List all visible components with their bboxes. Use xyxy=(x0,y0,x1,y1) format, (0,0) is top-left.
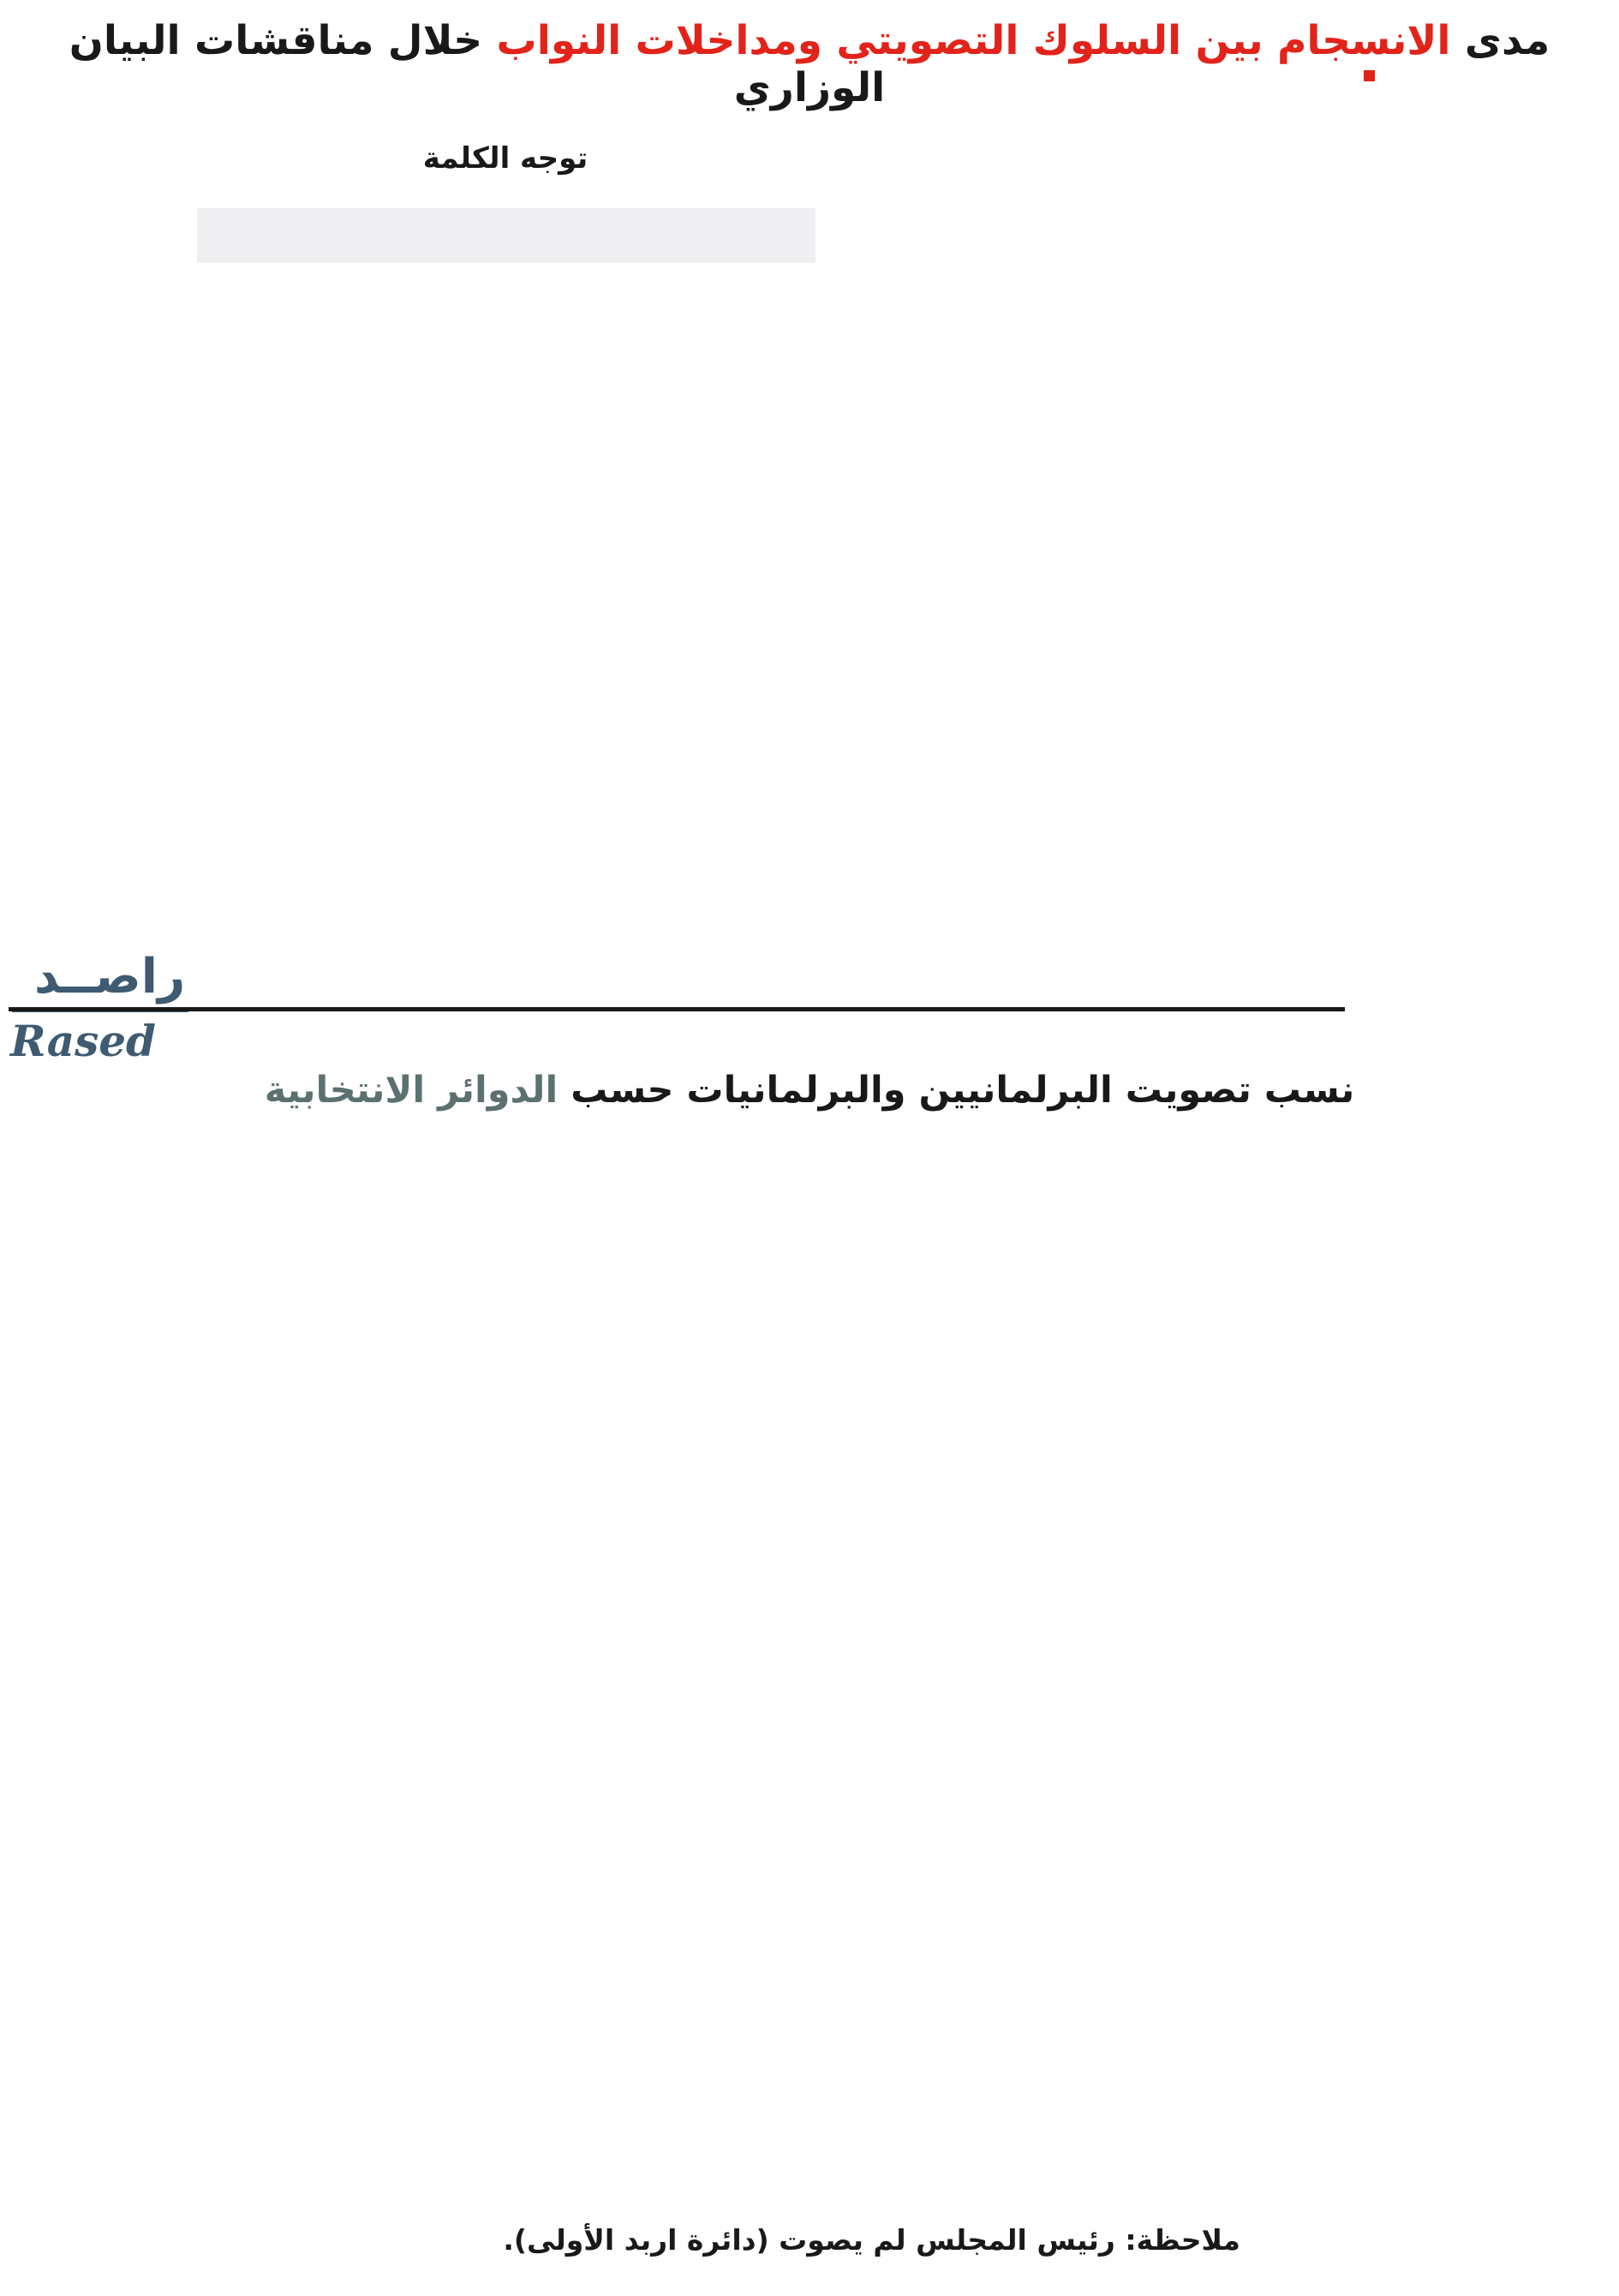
section-title xyxy=(0,1069,1619,1112)
footnote: ملاحظة: رئيس المجلس لم يصوت (دائرة اربد الأولى). xyxy=(503,2223,1240,2257)
section-title-highlight: الدوائر الانتخابية xyxy=(264,1069,559,1112)
stance-row-conditional-confidence-block xyxy=(197,208,815,263)
word-direction-header: توجه الكلمة xyxy=(422,141,588,176)
title-dot xyxy=(1364,70,1375,81)
section-title-normal: نسب تصويت البرلمانيين والبرلمانيات حسب xyxy=(558,1069,1355,1112)
rased-logo-arabic: راصــد xyxy=(12,949,188,1012)
title-post: خلال مناقشات البيان الوزاري xyxy=(69,17,886,111)
title-pre: مدى xyxy=(1450,17,1550,64)
title-highlight: الانسجام بين السلوك التصويتي ومداخلات النواب xyxy=(496,17,1451,64)
page-title xyxy=(0,17,1619,111)
rased-logo-latin: Rased xyxy=(10,1016,157,1066)
divider-rule xyxy=(9,1007,1345,1011)
